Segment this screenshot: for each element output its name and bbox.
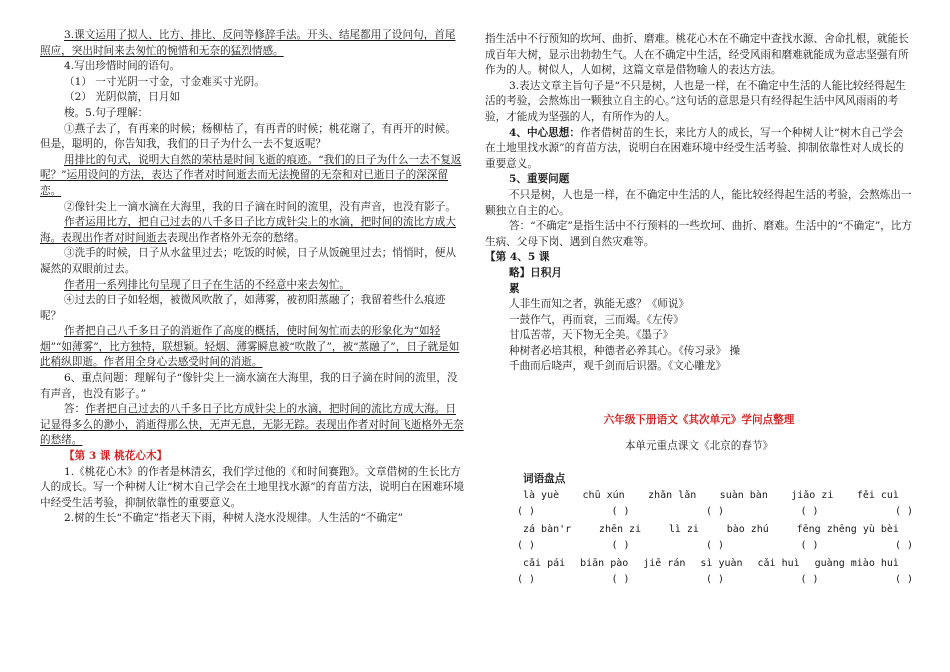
pinyin: zhǎn lǎn <box>648 489 697 501</box>
answer-bracket[interactable]: ( ) <box>800 573 819 585</box>
proverb-2: 一鼓作气，再而衰，三而竭。《左传》 <box>509 313 684 326</box>
answer-bracket[interactable]: ( ) <box>611 573 630 585</box>
answer-brackets-row-3 <box>485 572 913 588</box>
sentence-3-analysis: 作者用一系列排比句呈现了日子在生活的不经意中来去匆忙。 <box>64 278 351 291</box>
pinyin: suàn bàn <box>719 489 768 501</box>
sentence-4-analysis: 作者把自己八千多日子的消逝作了高度的概括，使时间匆忙而去的形象化为“如轻烟”“如薄雾”，比方独特，联想颖。轻烟、薄雾瞬息被“吹散了”，被“蒸融了”，日子就是如此稍纵即逝。作者用全身心去感受时间的消逝。 <box>40 325 460 369</box>
sentence-4: ④过去的日子如轻烟，被微风吹散了，如薄雾，被初阳蒸融了；我留着些什么痕迹呢？ <box>40 294 446 322</box>
pinyin: lì zi <box>668 523 699 535</box>
answer-bracket[interactable]: ( ) <box>894 573 913 585</box>
document-title: 六年级下册语文《其次单元》学问点整理 <box>603 414 795 427</box>
vocabulary-heading: 词语盘点 <box>523 473 566 486</box>
sentence-understanding-heading: 梭。5.句子理解： <box>64 106 149 119</box>
pinyin: cǎi huì <box>757 557 800 569</box>
pinyin: zhēn zi <box>598 523 642 535</box>
key-question: 6、重点问题：理解句子“像针尖上一滴水滴在大海里，我的日子滴在时间的流里，没有声音，也没有影子。” <box>40 372 458 400</box>
lesson-4-5-title: 【第 4、5 课 <box>485 251 550 264</box>
pinyin-row-1 <box>485 488 913 504</box>
paragraph-rhetoric: 3.课文运用了拟人、比方、排比、反问等修辞手法。开头、结尾都用了设问句，首尾照应，突出时间来去匆忙的惋惜和无奈的猛烈情感。 <box>40 29 456 57</box>
sentence-2-analysis: 作者运用比方，把自己过去的八千多日子比方成针尖上的水滴，把时间的流比方成大海。表现出作者对时间逝去表现出作者格外无奈的愁绪。 <box>40 216 456 244</box>
answer-bracket[interactable]: ( ) <box>894 505 913 517</box>
pinyin: sì yuàn <box>700 557 743 569</box>
paragraph-cherish-time: 4.写出珍惜时间的语句。 <box>64 60 181 73</box>
answer-bracket[interactable]: ( ) <box>705 505 725 517</box>
important-question-heading: 5、重要问题 <box>509 173 570 186</box>
document-subtitle: 本单元重点课文《北京的春节》 <box>624 439 774 452</box>
central-idea: 4、中心思想：作者借树苗的生长，来比方人的成长，写一个种树人让“树木自己学会在土地里找水源”的育苗方法，说明白在困难环境中经受生活考验、抑制依靠性对人成长的重要意义。 <box>485 126 904 170</box>
important-answer: 答：“不确定”是指生活中不行预料的一些坎坷、曲折、磨难。生活中的“不确定”，比方生病、父母下岗、遇到自然灾难等。 <box>485 220 913 248</box>
answer-bracket[interactable]: ( ) <box>800 539 819 551</box>
answer-brackets-row-2 <box>485 538 913 554</box>
answer-bracket[interactable]: ( ) <box>894 539 913 551</box>
pinyin: zá bàn'r <box>523 523 572 535</box>
pinyin: jiē rán <box>643 557 686 569</box>
answer-bracket[interactable]: ( ) <box>517 573 536 585</box>
left-column <box>40 28 465 527</box>
lesson-3-title: 【第 3 课 桃花心木】 <box>64 450 168 463</box>
daily-accumulation: 累 <box>509 282 520 295</box>
pinyin: fěi cuì <box>856 489 899 501</box>
lesson-3-point-1: 1.《桃花心木》的作者是林清玄，我们学过他的《和时间赛跑》。文章借树的生长比方人的成长。写一个种树人让“树木自己学会在土地里找水源”的育苗方法，说明白在困难环境中经受生活考验，抑制依靠性的重要意义。 <box>40 465 464 509</box>
sentence-2: ②像针尖上一滴水滴在大海里，我的日子滴在时间的流里，没有声音，也没有影子。 <box>64 200 456 213</box>
right-column <box>485 32 913 588</box>
important-question: 不只是树，人也是一样，在不确定中生活的人，能比较经得起生活的考验，会熬炼出一颗独立自主的心。 <box>485 188 912 217</box>
lesson-3-point-2-cont: 指生活中不行预知的坎坷、曲折、磨难。桃花心木在不确定中查找水源、舍命扎根，就能长成百年大树，显示出勃勃生气。人在不确定中生活，经受风雨和磨难就能成为意志坚强有所作为的人。树似人，人如树，这篇文章是借物喻人的表达方法。 <box>485 33 909 77</box>
lesson-3-point-2: 2.树的生长“不确定”指老天下雨，种树人浇水没规律。人生活的“不确定” <box>64 512 403 525</box>
sentence-1: ①燕子去了，有再来的时候；杨柳枯了，有再青的时候；桃花谢了，有再开的时候。但是，聪明的，你告知我，我们的日子为什么一去不复返呢？ <box>40 122 456 151</box>
pinyin: cǎi pái <box>523 557 566 569</box>
proverb-1: 人非生而知之者，孰能无惑？《师说》 <box>509 298 690 311</box>
quote-1: （1） 一寸光阴一寸金，寸金难买寸光阴。 <box>64 75 265 88</box>
pinyin: jiǎo zi <box>791 489 834 501</box>
proverb-3: 甘瓜苦蒂，天下物无全美。《墨子》 <box>509 329 674 342</box>
proverb-4: 种树者必培其根，种德者必养其心。《传习录》 操 <box>509 344 741 357</box>
proverb-5: 千曲而后晓声，观千剑而后识器。《文心雕龙》 <box>509 360 727 373</box>
answer-bracket[interactable]: ( ) <box>705 573 725 585</box>
answer-bracket[interactable]: ( ) <box>517 539 536 551</box>
pinyin: chū xún <box>582 489 625 501</box>
pinyin-row-2 <box>485 522 913 538</box>
pinyin: guàng miào huì <box>814 557 899 569</box>
answer-bracket[interactable]: ( ) <box>705 539 725 551</box>
pinyin-row-3 <box>485 556 913 572</box>
lesson-4-5-title-cont: 略】日积月 <box>509 266 562 279</box>
key-answer: 答：作者把自己过去的八千多日子比方成针尖上的水滴，把时间的流比方成大海。日记显得多么的渺小，消逝得那么快，无声无息，无影无踪。表现出作者对时间飞逝格外无奈的愁绪。 <box>40 403 464 447</box>
answer-brackets-row-1 <box>485 504 913 520</box>
answer-bracket[interactable]: ( ) <box>800 505 819 517</box>
lesson-3-point-3: 3.表达文章主旨句子是“不只是树，人也是一样，在不确定中生活的人能比较经得起生活的考验，会熬炼出一颗独立自主的心。”这句话的意思是只有经得起生活中风风雨雨的考验，才能成为坚强的人，有所作为的人。 <box>485 79 906 123</box>
answer-bracket[interactable]: ( ) <box>611 505 630 517</box>
answer-bracket[interactable]: ( ) <box>611 539 630 551</box>
sentence-3: ③洗手的时候，日子从水盆里过去；吃饭的时候，日子从饭碗里过去；悄悄时，便从凝然的双眼前过去。 <box>40 247 456 275</box>
pinyin: fēng zhēng yù bèi <box>796 523 899 535</box>
pinyin: biān pào <box>580 557 629 569</box>
answer-bracket[interactable]: ( ) <box>517 505 536 517</box>
sentence-1-analysis: 用排比的句式，说明大自然的荣枯是时间飞逝的痕迹。“我们的日子为什么一去不复返呢？”运用设问的方法，表达了作者对时间逝去而无法挽留的无奈和对已逝日子的深深留恋。 <box>40 153 462 197</box>
pinyin: là yuè <box>523 489 560 501</box>
quote-2: （2） 光阴似箭，日月如 <box>64 91 181 104</box>
pinyin: bào zhú <box>726 523 769 535</box>
